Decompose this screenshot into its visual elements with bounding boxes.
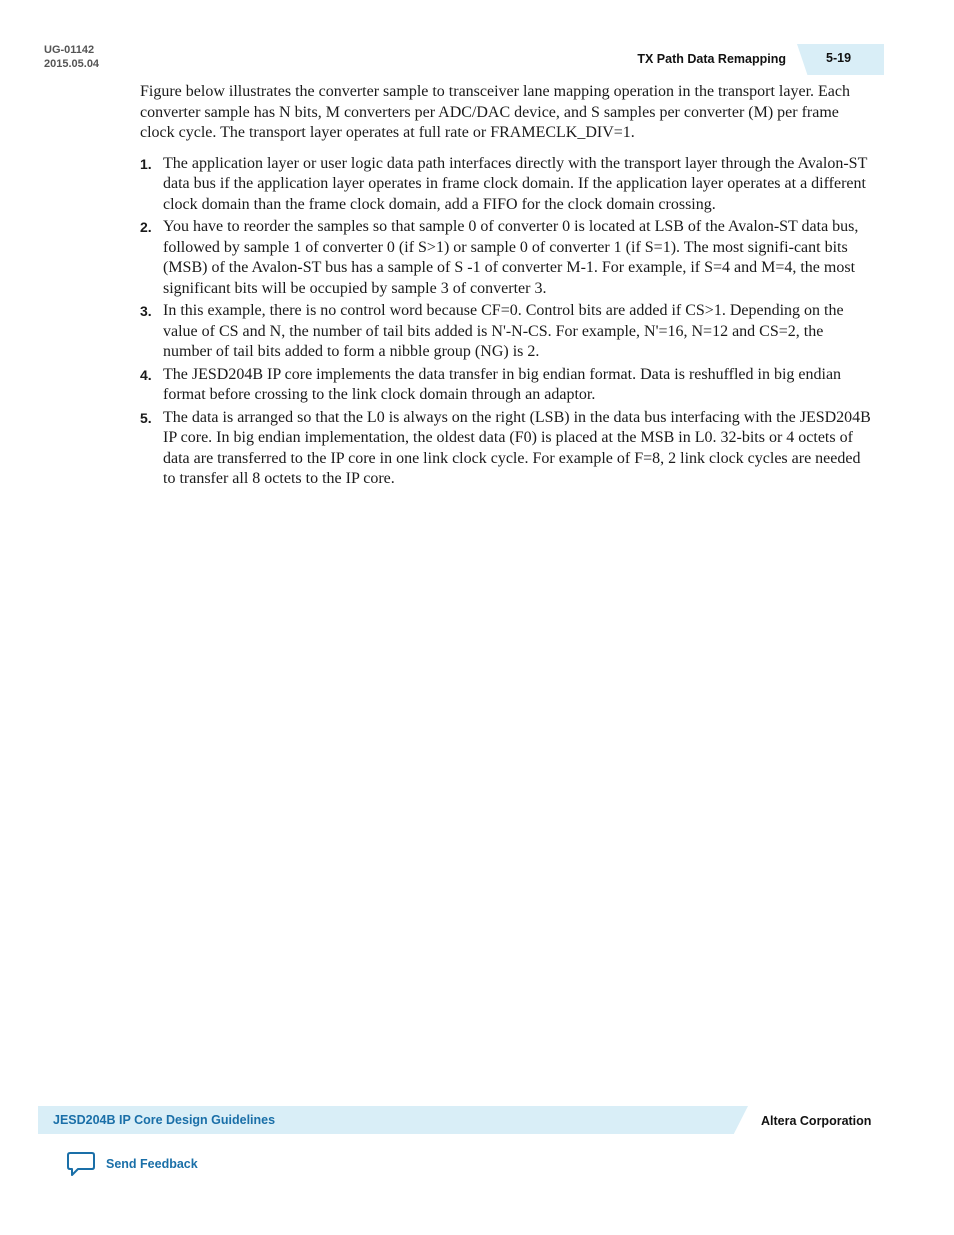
list-item	[140, 217, 872, 299]
footer-company: Altera Corporation	[761, 1114, 872, 1128]
list-item	[140, 301, 872, 363]
list-item	[140, 408, 872, 490]
page-number: 5-19	[826, 51, 852, 65]
step-number: 3.	[140, 303, 152, 319]
step-number: 4.	[140, 366, 152, 383]
step-text: In this example, there is no control word because CF=0. Control bits are added if CS>1. Depending on the value of CS and N, the number of tail bits added is N'-N-CS. For example, N'=16, N=12 and CS=2, the number of tail bits added to form a nibble group (NG) is 2.	[163, 302, 844, 360]
speech-bubble-icon	[66, 1151, 96, 1177]
doc-date: 2015.05.04	[44, 58, 100, 70]
step-text: The JESD204B IP core implements the data transfer in big endian format. Data is reshuffled in big endian format before crossing to the link clock domain through an adaptor.	[163, 365, 842, 403]
step-number: 1.	[140, 155, 152, 172]
doc-id: UG-01142	[44, 44, 95, 56]
step-number: 5.	[140, 409, 152, 426]
step-number: 2.	[140, 219, 152, 235]
list-item	[140, 154, 872, 216]
document-id-block	[44, 43, 99, 71]
step-text: The data is arranged so that the L0 is always on the right (LSB) in the data bus interfacing with the JESD204B IP core. In big endian implementation, the oldest data (F0) is placed at the MSB in L0. 32-bits or 4 octets of data are transferred to the IP core in one link clock cycle. For example of F=8, 2 link clock cycles are needed to transfer all 8 octets to the IP core.	[163, 408, 871, 487]
main-content	[140, 82, 872, 492]
intro-paragraph: Figure below illustrates the converter sample to transceiver lane mapping operation in the transport layer. Each converter sample has N bits, M converters per ADC/DAC device, and S samples per converter (M) per frame clock cycle. The transport layer operates at full rate or FRAMECLK_DIV=1.	[140, 83, 850, 141]
step-text: You have to reorder the samples so that sample 0 of converter 0 is located at LSB of the Avalon-ST data bus, followed by sample 1 of converter 0 (if S>1) or sample 0 of converter 1 (if S=1). The most signifi-cant bits (MSB) of the Avalon-ST bus has a sample of S -1 of converter M-1. For example, if S=4 and M=4, the most significant bits will be occupied by sample 3 of converter 3.	[163, 218, 859, 297]
section-title: TX Path Data Remapping	[637, 52, 786, 66]
steps-list	[140, 154, 872, 490]
send-feedback-link[interactable]	[66, 1150, 198, 1178]
send-feedback-label[interactable]: Send Feedback	[106, 1157, 198, 1171]
footer-guide-title: JESD204B IP Core Design Guidelines	[53, 1113, 276, 1127]
step-text: The application layer or user logic data path interfaces directly with the transport layer through the Avalon-ST data bus if the application layer operates in frame clock domain. If the application layer operates at a different clock domain than the frame clock domain, add a FIFO for the clock domain crossing.	[163, 154, 868, 213]
list-item	[140, 365, 872, 406]
